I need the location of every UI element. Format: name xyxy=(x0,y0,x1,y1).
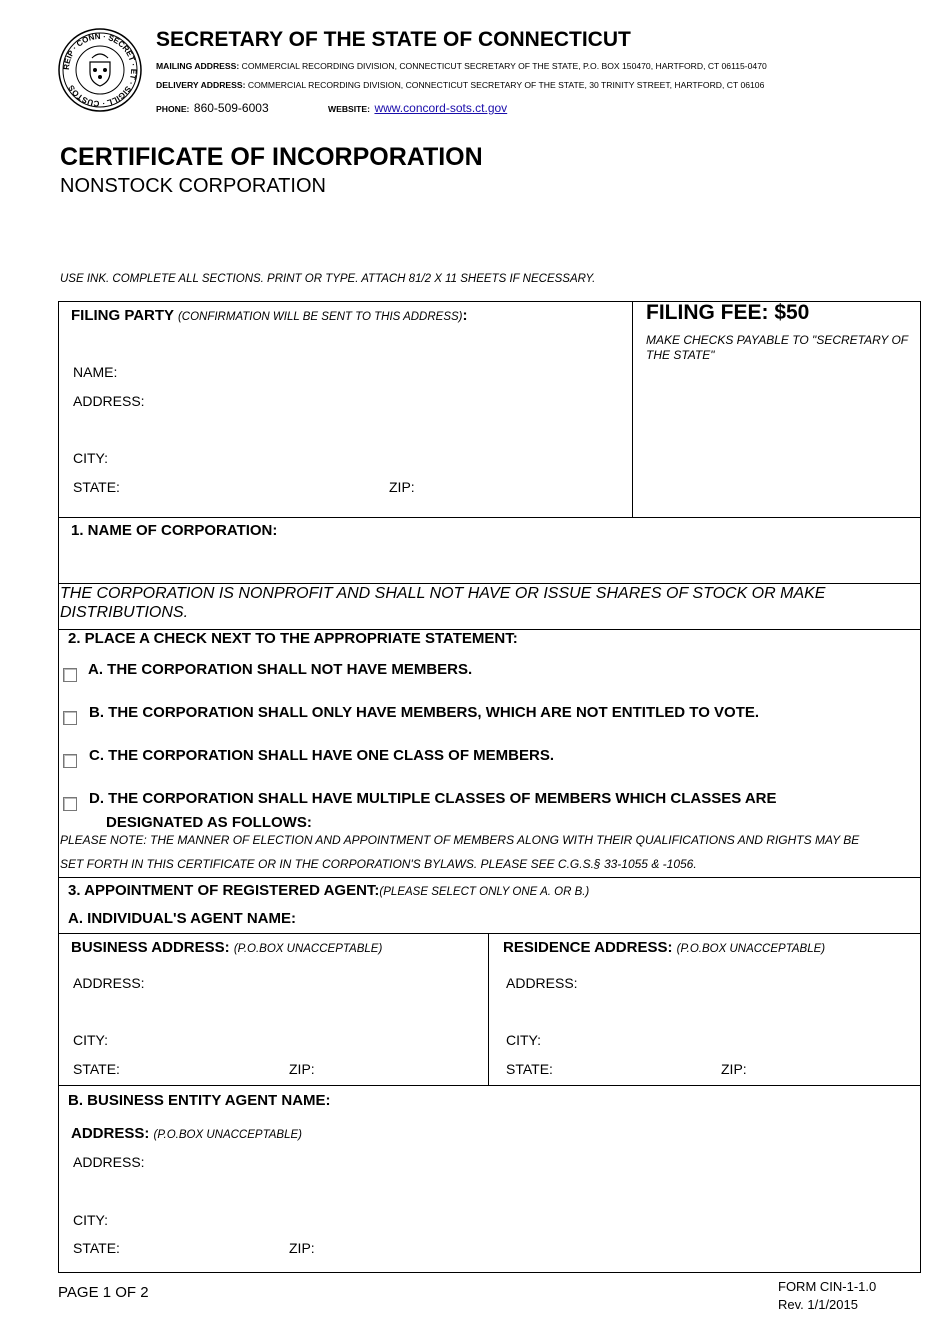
entity-address-heading: ADDRESS: (P.O.BOX UNACCEPTABLE) xyxy=(71,1125,302,1142)
residence-zip-field[interactable]: ZIP: xyxy=(721,1061,747,1077)
business-state-field[interactable]: STATE: xyxy=(73,1061,120,1077)
section3-heading: 3. APPOINTMENT OF REGISTERED AGENT:(PLEASE SELECT ONLY ONE A. OR B.) xyxy=(68,882,590,899)
filing-address-field[interactable]: ADDRESS: xyxy=(73,393,145,409)
revision-date: Rev. 1/1/2015 xyxy=(778,1297,858,1312)
option-c-label: C. THE CORPORATION SHALL HAVE ONE CLASS OF MEMBERS. xyxy=(89,747,555,764)
svg-text:REIP · CONN · SECRET · ET · SI: REIP · CONN · SECRET · ET · SIGILL · CUSTOS xyxy=(61,31,139,109)
checkbox-multiple-classes[interactable] xyxy=(63,797,77,811)
entity-address-field[interactable]: ADDRESS: xyxy=(73,1154,145,1170)
residence-address-heading: RESIDENCE ADDRESS: (P.O.BOX UNACCEPTABLE) xyxy=(503,939,826,956)
corporation-name-field[interactable]: 1. NAME OF CORPORATION: xyxy=(71,522,278,539)
filing-state-field[interactable]: STATE: xyxy=(73,479,120,495)
delivery-address: DELIVERY ADDRESS: COMMERCIAL RECORDING DIVISION, CONNECTICUT SECRETARY OF THE STATE, 30 TRINITY STREET, HARTFORD, CT 06106 xyxy=(156,80,765,90)
filing-party-heading: FILING PARTY (CONFIRMATION WILL BE SENT TO THIS ADDRESS): xyxy=(71,307,468,324)
individual-agent-name-field[interactable]: A. INDIVIDUAL'S AGENT NAME: xyxy=(68,910,297,927)
filing-fee-note: MAKE CHECKS PAYABLE TO "SECRETARY OF THE STATE" xyxy=(646,333,908,362)
members-note-line2: SET FORTH IN THIS CERTIFICATE OR IN THE CORPORATION'S BYLAWS. PLEASE SEE C.G.S.§ 33-1055 & -1056. xyxy=(60,857,697,871)
form-number: FORM CIN-1-1.0 xyxy=(778,1279,877,1294)
office-title: SECRETARY OF THE STATE OF CONNECTICUT xyxy=(156,28,631,51)
filing-name-field[interactable]: NAME: xyxy=(73,364,118,380)
checkbox-one-class[interactable] xyxy=(63,754,77,768)
filing-fee-heading: FILING FEE: $50 xyxy=(646,301,810,324)
business-zip-field[interactable]: ZIP: xyxy=(289,1061,315,1077)
divider xyxy=(58,1085,921,1086)
residence-city-field[interactable]: CITY: xyxy=(506,1032,542,1048)
instructions: USE INK. COMPLETE ALL SECTIONS. PRINT OR TYPE. ATTACH 81/2 X 11 SHEETS IF NECESSARY. xyxy=(60,273,596,285)
business-city-field[interactable]: CITY: xyxy=(73,1032,109,1048)
option-d-label: D. THE CORPORATION SHALL HAVE MULTIPLE CLASSES OF MEMBERS WHICH CLASSES ARE xyxy=(89,790,777,807)
entity-agent-name-field[interactable]: B. BUSINESS ENTITY AGENT NAME: xyxy=(68,1092,331,1109)
filing-zip-field[interactable]: ZIP: xyxy=(389,479,415,495)
option-a-label: A. THE CORPORATION SHALL NOT HAVE MEMBERS. xyxy=(88,661,473,678)
website: WEBSITE: www.concord-sots.ct.gov xyxy=(328,101,508,115)
checkbox-no-members[interactable] xyxy=(63,668,77,682)
entity-zip-field[interactable]: ZIP: xyxy=(289,1240,315,1256)
option-d-continued: DESIGNATED AS FOLLOWS: xyxy=(106,814,312,831)
members-note-line1: PLEASE NOTE: THE MANNER OF ELECTION AND APPOINTMENT OF MEMBERS ALONG WITH THEIR QUALIFICATIONS AND RIGHTS MAY BE xyxy=(60,833,860,847)
section2-heading: 2. PLACE A CHECK NEXT TO THE APPROPRIATE STATEMENT: xyxy=(68,630,518,647)
business-address-heading: BUSINESS ADDRESS: (P.O.BOX UNACCEPTABLE) xyxy=(71,939,383,956)
document-title: CERTIFICATE OF INCORPORATION xyxy=(60,143,483,171)
business-address-field[interactable]: ADDRESS: xyxy=(73,975,145,991)
page-number: PAGE 1 OF 2 xyxy=(58,1284,149,1301)
divider xyxy=(58,933,921,934)
phone: PHONE: 860-509-6003 xyxy=(156,101,269,115)
mailing-address: MAILING ADDRESS: COMMERCIAL RECORDING DIVISION, CONNECTICUT SECRETARY OF THE STATE, P.O. BOX 150470, HARTFORD, CT 06115-0470 xyxy=(156,61,767,71)
divider xyxy=(632,302,633,517)
residence-address-field[interactable]: ADDRESS: xyxy=(506,975,578,991)
state-seal-logo xyxy=(58,28,142,112)
option-b-label: B. THE CORPORATION SHALL ONLY HAVE MEMBERS, WHICH ARE NOT ENTITLED TO VOTE. xyxy=(89,704,760,721)
divider xyxy=(488,934,489,1085)
divider xyxy=(58,877,921,878)
entity-city-field[interactable]: CITY: xyxy=(73,1212,109,1228)
nonprofit-statement: THE CORPORATION IS NONPROFIT AND SHALL NOT HAVE OR ISSUE SHARES OF STOCK OR MAKE DISTRIBUTIONS. xyxy=(60,585,826,621)
document-subtitle: NONSTOCK CORPORATION xyxy=(60,175,326,197)
residence-state-field[interactable]: STATE: xyxy=(506,1061,553,1077)
filing-city-field[interactable]: CITY: xyxy=(73,450,109,466)
website-link[interactable]: www.concord-sots.ct.gov xyxy=(374,101,508,115)
checkbox-nonvoting-members[interactable] xyxy=(63,711,77,725)
entity-state-field[interactable]: STATE: xyxy=(73,1240,120,1256)
divider xyxy=(58,517,921,518)
